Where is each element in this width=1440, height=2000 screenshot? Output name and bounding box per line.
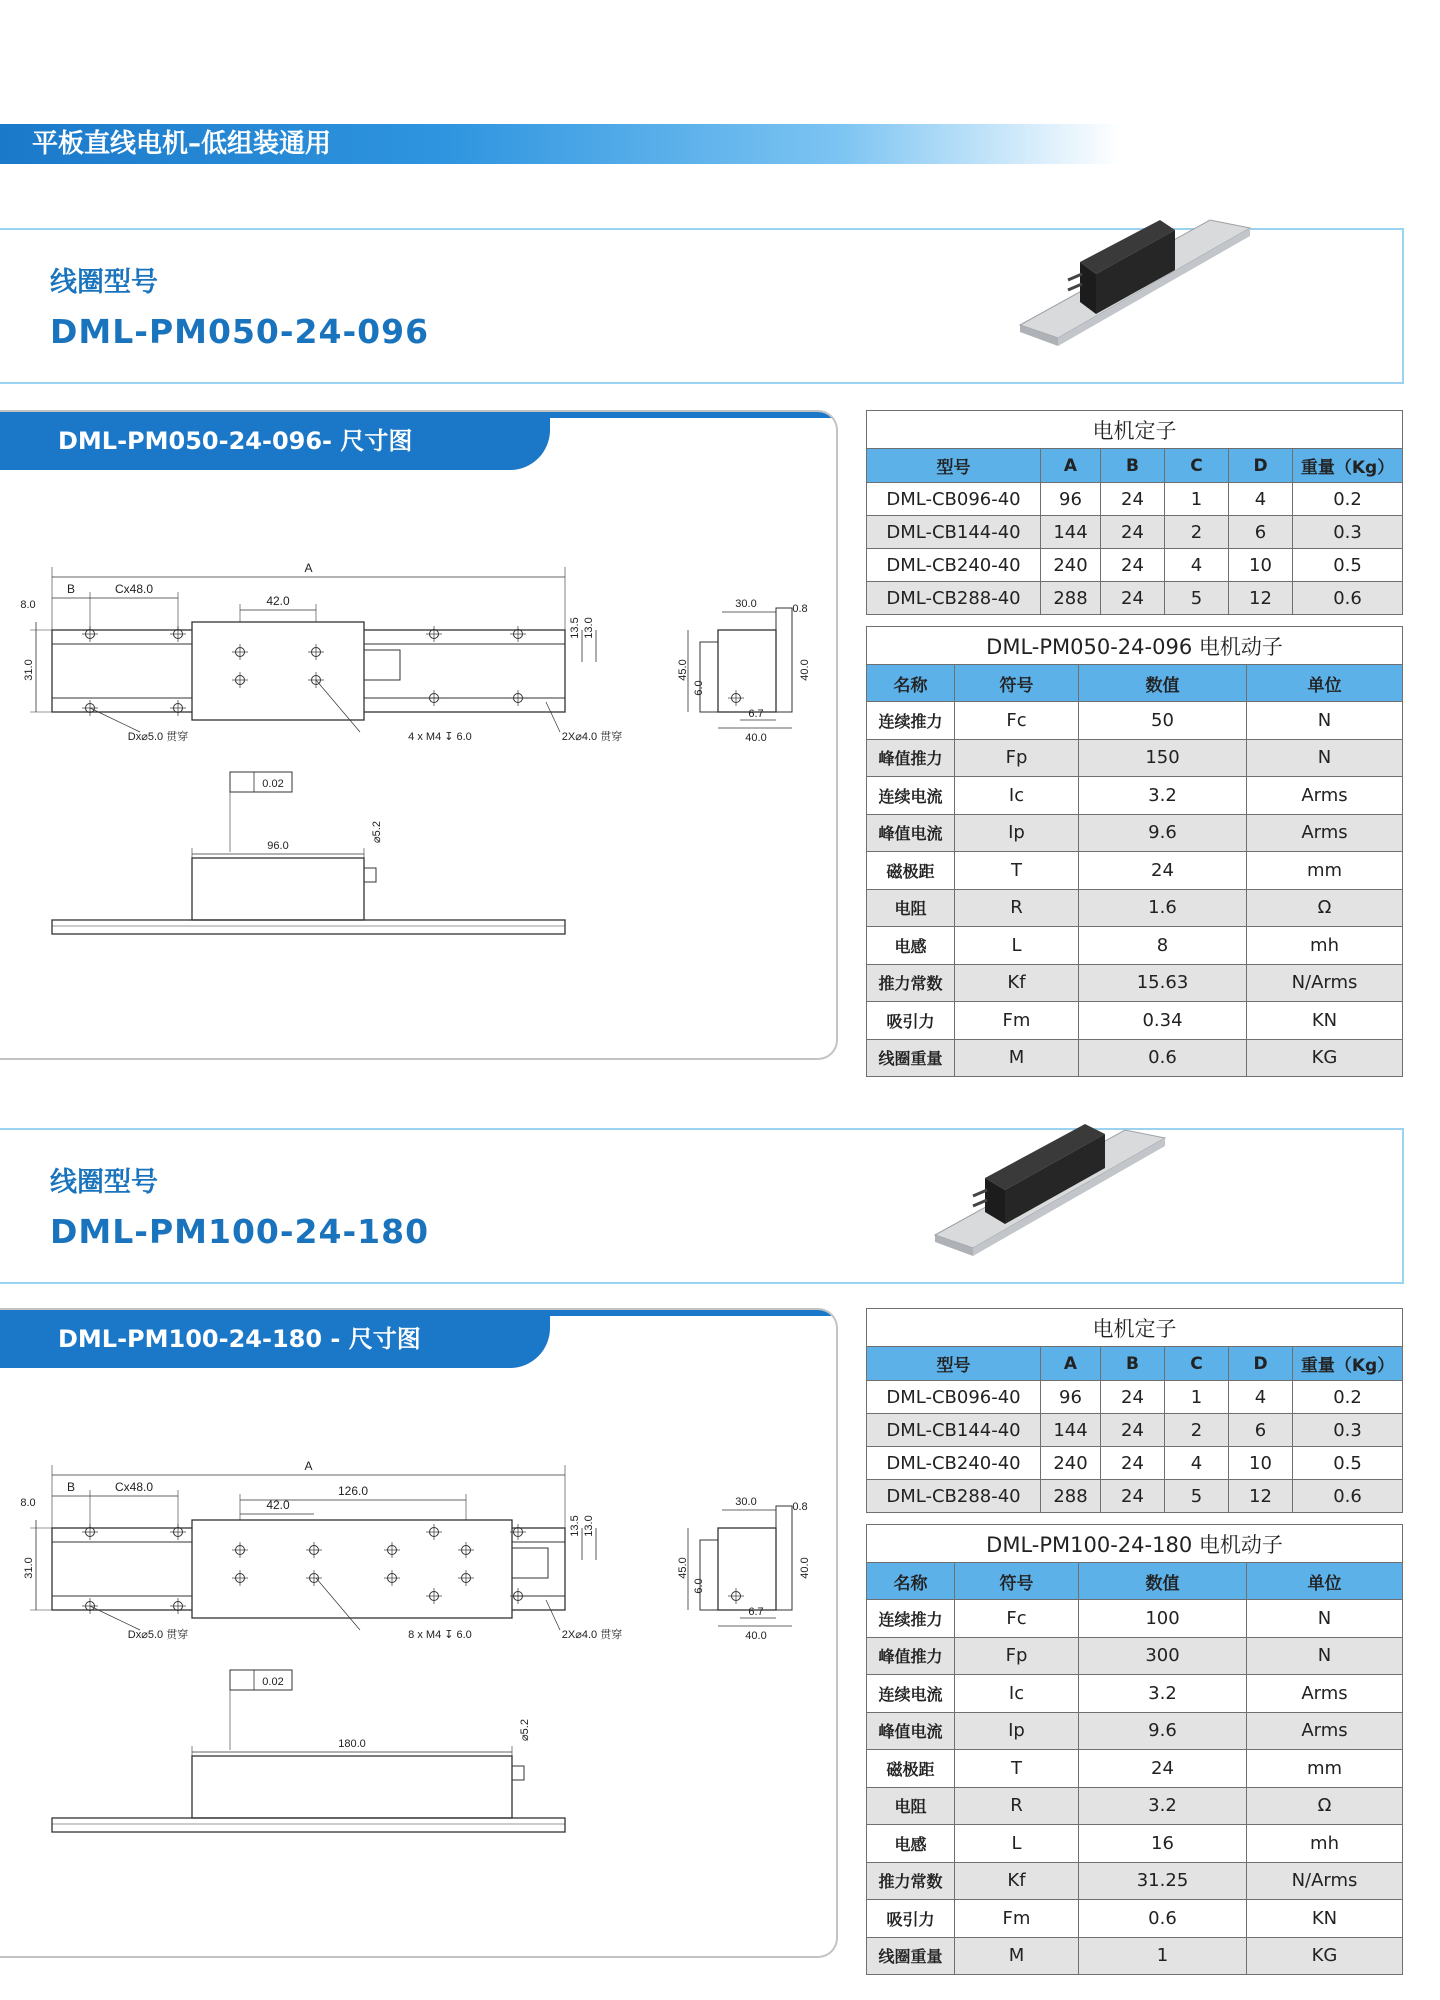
dimension-label: 0.02: [262, 1676, 284, 1688]
table-cell: 0.5: [1293, 549, 1403, 582]
table-cell: 6: [1229, 1414, 1293, 1447]
dimension-label: 8.0: [20, 599, 36, 611]
dimension-label: 4 x M4 ↧ 6.0: [408, 731, 472, 743]
table-cell: 0.3: [1293, 516, 1403, 549]
table-cell: 连续电流: [867, 1675, 955, 1713]
table-cell: L: [955, 1825, 1079, 1863]
dimension-label: 6.7: [748, 708, 764, 720]
table-cell: T: [955, 1750, 1079, 1788]
table-cell: DML-CB144-40: [867, 1414, 1041, 1447]
table-cell: mm: [1247, 852, 1403, 890]
table-cell: 0.2: [1293, 1381, 1403, 1414]
linear-motor-render-image: [925, 1100, 1185, 1260]
table-cell: 电阻: [867, 889, 955, 927]
table-cell: 线圈重量: [867, 1937, 955, 1975]
dimension-label: 30.0: [735, 1496, 757, 1508]
coil-label: 线圈型号: [50, 267, 158, 298]
table-cell: 0.6: [1079, 1900, 1247, 1938]
drawing-title: DML-PM100-24-180 - 尺寸图: [58, 1325, 421, 1353]
dimension-label: 126.0: [337, 1484, 369, 1498]
table-row: [867, 702, 1403, 740]
table-cell: 0.5: [1293, 1447, 1403, 1480]
table-cell: 50: [1079, 702, 1247, 740]
table-cell: Kf: [955, 1862, 1079, 1900]
coil-label: 线圈型号: [50, 1167, 158, 1198]
table-cell: 24: [1101, 1480, 1165, 1513]
col-header: A: [1041, 449, 1101, 483]
table-row: [867, 1039, 1403, 1077]
table-cell: 16: [1079, 1825, 1247, 1863]
table-cell: 峰值电流: [867, 814, 955, 852]
dimension-label: 8 x M4 ↧ 6.0: [408, 1629, 472, 1641]
table-cell: 0.6: [1293, 1480, 1403, 1513]
table-cell: 12: [1229, 582, 1293, 615]
stator-side-view: [52, 920, 565, 934]
table-cell: DML-CB288-40: [867, 582, 1041, 615]
table-cell: 1.6: [1079, 889, 1247, 927]
col-header: 数值: [1079, 1563, 1247, 1600]
table-cell: L: [955, 927, 1079, 965]
table-cell: Ω: [1247, 889, 1403, 927]
table-cell: 峰值推力: [867, 1637, 955, 1675]
table-row: [867, 1900, 1403, 1938]
connector: [512, 1548, 548, 1578]
table-row: [867, 1825, 1403, 1863]
dimension-drawing: [0, 1310, 838, 1958]
table-cell: 24: [1101, 1447, 1165, 1480]
table-cell: 0.6: [1079, 1039, 1247, 1077]
table-cell: 300: [1079, 1637, 1247, 1675]
col-header: D: [1229, 449, 1293, 483]
table-cell: Ic: [955, 1675, 1079, 1713]
table-cell: 4: [1165, 1447, 1229, 1480]
table-cell: 240: [1041, 549, 1101, 582]
table-row: [867, 1750, 1403, 1788]
dimension-label: 30.0: [735, 598, 757, 610]
mover-title: DML-PM050-24-096 电机动子: [867, 627, 1403, 665]
table-row: [867, 1675, 1403, 1713]
table-cell: M: [955, 1039, 1079, 1077]
table-cell: KN: [1247, 1900, 1403, 1938]
table-cell: DML-CB240-40: [867, 1447, 1041, 1480]
dimension-drawing-panel-2: [0, 1308, 838, 1958]
table-cell: Fp: [955, 1637, 1079, 1675]
table-row: [867, 964, 1403, 1002]
table-row: [867, 777, 1403, 815]
col-header: 名称: [867, 1563, 955, 1600]
table-cell: 24: [1079, 852, 1247, 890]
table-cell: 0.3: [1293, 1414, 1403, 1447]
table-cell: Ic: [955, 777, 1079, 815]
end-view-flange: [776, 1506, 792, 1610]
table-cell: 3.2: [1079, 1787, 1247, 1825]
table-row: [867, 582, 1403, 615]
table-cell: 电感: [867, 1825, 955, 1863]
table-cell: 96: [1041, 483, 1101, 516]
table-cell: 连续推力: [867, 1600, 955, 1638]
table-cell: Fc: [955, 702, 1079, 740]
dimension-label: 8.0: [20, 1497, 36, 1509]
table-cell: Arms: [1247, 814, 1403, 852]
table-cell: Arms: [1247, 777, 1403, 815]
table-cell: 15.63: [1079, 964, 1247, 1002]
table-cell: 5: [1165, 582, 1229, 615]
dimension-label: Dx⌀5.0 贯穿: [127, 1629, 189, 1641]
col-header: A: [1041, 1347, 1101, 1381]
linear-motor-render-image: [1010, 190, 1270, 350]
table-cell: 电阻: [867, 1787, 955, 1825]
table-cell: 12: [1229, 1480, 1293, 1513]
table-row: [867, 549, 1403, 582]
table-row: [867, 927, 1403, 965]
table-cell: KN: [1247, 1002, 1403, 1040]
table-cell: 3.2: [1079, 1675, 1247, 1713]
col-header: C: [1165, 449, 1229, 483]
col-header: 单位: [1247, 1563, 1403, 1600]
dimension-label: 40.0: [799, 659, 811, 681]
coil-block: [192, 622, 364, 720]
table-cell: Fm: [955, 1002, 1079, 1040]
table-cell: N: [1247, 1600, 1403, 1638]
dimension-label: 31.0: [23, 659, 35, 681]
table-cell: 连续推力: [867, 702, 955, 740]
table-cell: Arms: [1247, 1712, 1403, 1750]
dimension-label: 13.5: [569, 1515, 581, 1537]
table-row: [867, 1937, 1403, 1975]
table-cell: 峰值推力: [867, 739, 955, 777]
table-cell: 吸引力: [867, 1002, 955, 1040]
table-cell: DML-CB240-40: [867, 549, 1041, 582]
dimension-label: 6.0: [693, 1578, 705, 1594]
dimension-label: A: [304, 1459, 313, 1473]
dimension-label: 13.0: [583, 617, 595, 639]
col-header: 符号: [955, 665, 1079, 702]
table-cell: mh: [1247, 927, 1403, 965]
table-cell: 150: [1079, 739, 1247, 777]
table-cell: 1: [1079, 1937, 1247, 1975]
banner-title: 平板直线电机–低组装通用: [32, 129, 332, 159]
section-banner: [0, 124, 1120, 164]
table-cell: 1: [1165, 1381, 1229, 1414]
table-cell: N/Arms: [1247, 964, 1403, 1002]
mover-table-2: [866, 1524, 1403, 1975]
table-cell: M: [955, 1937, 1079, 1975]
table-row: [867, 852, 1403, 890]
table-cell: Ip: [955, 814, 1079, 852]
table-row: [867, 1787, 1403, 1825]
table-cell: 2: [1165, 1414, 1229, 1447]
table-cell: 峰值电流: [867, 1712, 955, 1750]
table-cell: 9.6: [1079, 814, 1247, 852]
dimension-label: Cx48.0: [114, 582, 154, 596]
table-cell: 10: [1229, 549, 1293, 582]
table-row: [867, 889, 1403, 927]
end-view: [718, 630, 776, 712]
table-cell: 288: [1041, 582, 1101, 615]
table-cell: R: [955, 1787, 1079, 1825]
table-cell: 连续电流: [867, 777, 955, 815]
coil-model-box-2: [0, 1128, 1404, 1284]
dimension-label: 31.0: [23, 1557, 35, 1579]
table-row: [867, 1637, 1403, 1675]
mover-title: DML-PM100-24-180 电机动子: [867, 1525, 1403, 1563]
connector: [364, 650, 400, 680]
coil-model-box-1: [0, 228, 1404, 384]
table-cell: DML-CB288-40: [867, 1480, 1041, 1513]
table-cell: 100: [1079, 1600, 1247, 1638]
table-cell: 吸引力: [867, 1900, 955, 1938]
stator-title: 电机定子: [867, 411, 1403, 449]
table-row: [867, 1600, 1403, 1638]
col-header: 型号: [867, 1347, 1041, 1381]
table-cell: Arms: [1247, 1675, 1403, 1713]
dimension-label: 40.0: [745, 1630, 767, 1642]
table-cell: 31.25: [1079, 1862, 1247, 1900]
dimension-label: 6.7: [748, 1606, 764, 1618]
coil-side-view: [192, 1756, 512, 1818]
table-cell: Fp: [955, 739, 1079, 777]
table-cell: DML-CB144-40: [867, 516, 1041, 549]
dimension-label: Dx⌀5.0 贯穿: [127, 731, 189, 743]
table-row: [867, 1712, 1403, 1750]
table-cell: 24: [1101, 483, 1165, 516]
table-cell: 144: [1041, 516, 1101, 549]
col-header: 重量（Kg）: [1293, 1347, 1403, 1381]
dimension-label: Cx48.0: [114, 1480, 154, 1494]
table-cell: mm: [1247, 1750, 1403, 1788]
dimension-label: 13.0: [583, 1515, 595, 1537]
table-cell: Fm: [955, 1900, 1079, 1938]
col-header: 重量（Kg）: [1293, 449, 1403, 483]
coil-block: [192, 1520, 512, 1618]
table-cell: DML-CB096-40: [867, 1381, 1041, 1414]
dimension-drawing: [0, 412, 838, 1060]
dimension-label: 42.0: [266, 594, 290, 608]
table-row: [867, 1002, 1403, 1040]
table-cell: T: [955, 852, 1079, 890]
table-cell: 电感: [867, 927, 955, 965]
table-cell: 8: [1079, 927, 1247, 965]
dimension-label: 0.8: [792, 603, 808, 615]
stator-title: 电机定子: [867, 1309, 1403, 1347]
stator-table-2: [866, 1308, 1403, 1513]
table-cell: N: [1247, 1637, 1403, 1675]
cable-gland: [364, 868, 376, 882]
end-view-rail: [700, 642, 718, 712]
table-cell: 0.6: [1293, 582, 1403, 615]
drawing-line: [546, 1600, 560, 1630]
table-cell: Ω: [1247, 1787, 1403, 1825]
table-cell: 4: [1165, 549, 1229, 582]
table-cell: 4: [1229, 1381, 1293, 1414]
table-cell: 5: [1165, 1480, 1229, 1513]
table-cell: Ip: [955, 1712, 1079, 1750]
table-row: [867, 739, 1403, 777]
table-row: [867, 516, 1403, 549]
table-cell: Fc: [955, 1600, 1079, 1638]
dimension-label: A: [304, 561, 313, 575]
coil-side-view: [192, 858, 364, 920]
table-row: [867, 1447, 1403, 1480]
table-cell: 240: [1041, 1447, 1101, 1480]
table-cell: 9.6: [1079, 1712, 1247, 1750]
table-cell: 24: [1101, 549, 1165, 582]
table-cell: 推力常数: [867, 1862, 955, 1900]
table-cell: DML-CB096-40: [867, 483, 1041, 516]
dimension-label: 40.0: [745, 732, 767, 744]
dimension-label: 6.0: [693, 680, 705, 696]
table-row: [867, 1414, 1403, 1447]
dimension-label: 2X⌀4.0 贯穿: [561, 1629, 623, 1641]
table-cell: N/Arms: [1247, 1862, 1403, 1900]
col-header: B: [1101, 449, 1165, 483]
col-header: 名称: [867, 665, 955, 702]
table-cell: N: [1247, 739, 1403, 777]
cable-gland: [512, 1766, 524, 1780]
dimension-label: 2X⌀4.0 贯穿: [561, 731, 623, 743]
end-view-rail: [700, 1540, 718, 1610]
col-header: 符号: [955, 1563, 1079, 1600]
mover-table-1: [866, 626, 1403, 1077]
table-cell: 推力常数: [867, 964, 955, 1002]
dimension-label: 45.0: [677, 659, 689, 681]
end-view: [718, 1528, 776, 1610]
table-cell: 10: [1229, 1447, 1293, 1480]
coil-model-code: DML-PM100-24-180: [50, 1212, 430, 1251]
dimension-label: B: [66, 582, 76, 596]
table-cell: mh: [1247, 1825, 1403, 1863]
dimension-label: B: [66, 1480, 76, 1494]
table-cell: Kf: [955, 964, 1079, 1002]
table-row: [867, 1381, 1403, 1414]
end-view-flange: [776, 608, 792, 712]
table-cell: 2: [1165, 516, 1229, 549]
drawing-line: [546, 702, 560, 732]
dimension-label: 13.5: [569, 617, 581, 639]
table-cell: 24: [1079, 1750, 1247, 1788]
coil-model-code: DML-PM050-24-096: [50, 312, 430, 351]
table-cell: 4: [1229, 483, 1293, 516]
dimension-label: ⌀5.2: [519, 1719, 531, 1741]
dimension-label: 0.8: [792, 1501, 808, 1513]
dimension-label: 42.0: [266, 1498, 290, 1512]
table-cell: 0.2: [1293, 483, 1403, 516]
table-cell: 24: [1101, 516, 1165, 549]
table-cell: 288: [1041, 1480, 1101, 1513]
col-header: B: [1101, 1347, 1165, 1381]
dimension-label: 180.0: [338, 1738, 366, 1750]
table-cell: 1: [1165, 483, 1229, 516]
table-cell: 磁极距: [867, 852, 955, 890]
table-cell: 线圈重量: [867, 1039, 955, 1077]
table-cell: 0.34: [1079, 1002, 1247, 1040]
table-row: [867, 1862, 1403, 1900]
table-cell: R: [955, 889, 1079, 927]
table-cell: N: [1247, 702, 1403, 740]
dimension-label: ⌀5.2: [371, 821, 383, 843]
col-header: 单位: [1247, 665, 1403, 702]
table-cell: 144: [1041, 1414, 1101, 1447]
table-cell: 96: [1041, 1381, 1101, 1414]
table-row: [867, 1480, 1403, 1513]
dimension-label: 0.02: [262, 778, 284, 790]
dimension-label: 45.0: [677, 1557, 689, 1579]
stator-side-view: [52, 1818, 565, 1832]
dimension-label: 40.0: [799, 1557, 811, 1579]
table-cell: KG: [1247, 1039, 1403, 1077]
table-cell: 3.2: [1079, 777, 1247, 815]
col-header: 数值: [1079, 665, 1247, 702]
col-header: C: [1165, 1347, 1229, 1381]
stator-table-1: [866, 410, 1403, 615]
table-cell: 24: [1101, 1414, 1165, 1447]
table-cell: 磁极距: [867, 1750, 955, 1788]
drawing-title: DML-PM050-24-096- 尺寸图: [58, 427, 413, 455]
table-cell: 24: [1101, 1381, 1165, 1414]
col-header: 型号: [867, 449, 1041, 483]
dimension-drawing-panel-1: [0, 410, 838, 1060]
table-row: [867, 814, 1403, 852]
table-cell: KG: [1247, 1937, 1403, 1975]
table-cell: 24: [1101, 582, 1165, 615]
table-cell: 6: [1229, 516, 1293, 549]
table-row: [867, 483, 1403, 516]
dimension-label: 96.0: [267, 840, 289, 852]
col-header: D: [1229, 1347, 1293, 1381]
